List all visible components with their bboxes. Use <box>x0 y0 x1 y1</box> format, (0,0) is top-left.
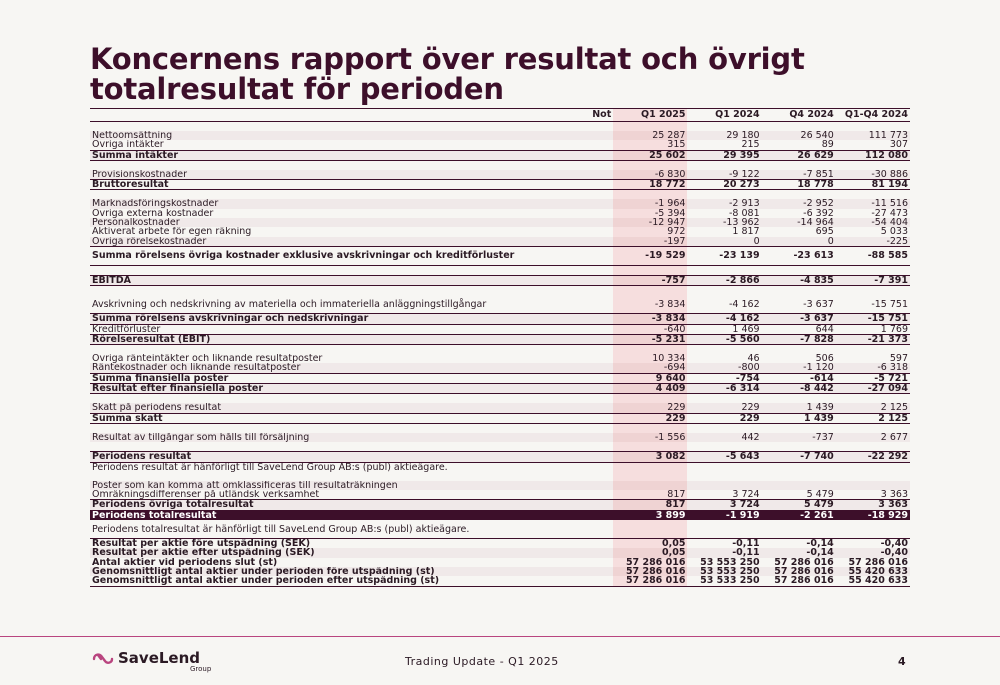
row-value: 57 286 016 <box>613 576 687 586</box>
row-value <box>836 520 910 539</box>
row-value: -18 929 <box>836 510 910 520</box>
row-value: -754 <box>687 373 761 383</box>
row-value: 46 <box>747 354 760 364</box>
row-value: 4 409 <box>613 384 687 394</box>
row-value: 20 273 <box>687 180 761 190</box>
row-value: 3 082 <box>613 452 687 462</box>
table-row <box>90 462 910 472</box>
table-row <box>90 363 910 373</box>
table-row <box>90 314 910 324</box>
row-label: Övriga intäkter <box>92 140 164 151</box>
row-value: -5 721 <box>836 373 910 383</box>
row-value: -800 <box>687 363 761 373</box>
row-value: -5 643 <box>687 452 761 462</box>
row-value: -22 292 <box>836 452 910 462</box>
row-value: 25 602 <box>613 150 687 160</box>
row-value: -1 556 <box>613 433 687 442</box>
row-label: Övriga externa kostnader <box>92 208 214 219</box>
row-label: Genomsnittligt antal aktier under perioden efter utspädning (st) <box>90 576 613 586</box>
row-value: -27 473 <box>871 208 908 219</box>
row-value: 307 <box>889 140 908 151</box>
savelend-logo <box>92 648 212 673</box>
row-value: 57 286 016 <box>848 557 908 567</box>
row-value: -5 231 <box>613 334 687 344</box>
table-row <box>90 246 910 265</box>
income-statement-table <box>90 109 910 587</box>
row-value: -2 866 <box>687 275 761 285</box>
col-header-q1-2024: Q1 2024 <box>715 109 760 120</box>
row-value: 695 <box>815 227 834 237</box>
row-value: -6 392 <box>803 208 834 219</box>
row-label: Omräkningsdifferenser på utländsk verksamhet <box>90 490 613 500</box>
row-value: 506 <box>815 354 834 364</box>
row-value: 57 286 016 <box>762 567 836 576</box>
row-value: 1 439 <box>762 413 836 423</box>
row-value: -9 122 <box>687 170 761 180</box>
row-label: Summa skatt <box>90 413 613 423</box>
row-label: Periodens totalresultat <box>90 510 613 520</box>
table-row <box>90 384 910 394</box>
row-value: 81 194 <box>836 180 910 190</box>
row-value: 2 125 <box>836 403 910 413</box>
row-value: 57 286 016 <box>613 567 687 576</box>
col-header-q1-2025: Q1 2025 <box>613 109 687 122</box>
col-header-q4-2024: Q4 2024 <box>789 109 834 120</box>
row-label: Räntekostnader och liknande resultatposter <box>90 363 613 373</box>
row-value: 1 769 <box>880 324 908 335</box>
row-value: 817 <box>613 490 687 500</box>
table-row <box>90 490 910 500</box>
row-value <box>762 520 836 539</box>
spacer-row <box>90 122 910 132</box>
row-value: 2 125 <box>836 413 910 423</box>
row-label: Övriga rörelsekostnader <box>90 237 613 247</box>
row-value: 5 033 <box>880 227 908 237</box>
row-value: 53 533 250 <box>687 576 761 586</box>
row-label: EBITDA <box>90 275 613 285</box>
table-row <box>90 373 910 383</box>
table-header-row <box>90 109 910 122</box>
row-value: -21 373 <box>836 334 910 344</box>
row-value: 5 479 <box>762 490 836 500</box>
row-value: 0 <box>762 237 836 247</box>
row-value: -54 404 <box>836 218 910 227</box>
table-row <box>90 131 910 140</box>
table-row <box>90 170 910 180</box>
row-value: -0,11 <box>687 548 761 557</box>
row-value: -694 <box>613 363 687 373</box>
footer-rule <box>0 636 1000 637</box>
spacer-row <box>90 423 910 433</box>
row-value: 0,05 <box>613 539 687 549</box>
row-value: 112 080 <box>836 150 910 160</box>
row-label: Kreditförluster <box>92 324 161 335</box>
row-value: -14 964 <box>762 218 836 227</box>
spacer-row <box>90 345 910 355</box>
row-value <box>836 462 910 472</box>
row-value: 597 <box>889 354 908 364</box>
row-value: -15 751 <box>871 298 908 310</box>
row-value: 229 <box>613 413 687 423</box>
table-row <box>90 334 910 344</box>
row-value: -4 835 <box>762 275 836 285</box>
row-value: -5 394 <box>613 209 687 218</box>
table-row <box>90 558 910 567</box>
row-label: Marknadsföringskostnader <box>90 199 613 208</box>
row-label: Bruttoresultat <box>90 180 613 190</box>
row-value: -6 318 <box>836 363 910 373</box>
row-value: 3 724 <box>687 490 761 500</box>
row-value: 26 540 <box>762 131 836 140</box>
row-value: -197 <box>613 237 687 247</box>
table-row <box>90 548 910 557</box>
table-row <box>90 403 910 413</box>
row-label: Resultat per aktie efter utspädning (SEK) <box>90 548 613 557</box>
spacer-row <box>90 160 910 170</box>
row-value: 315 <box>613 140 687 150</box>
row-label: Genomsnittligt antal aktier under perioden före utspädning (st) <box>90 567 613 576</box>
row-value <box>687 481 761 490</box>
table-row <box>90 500 910 510</box>
table-row <box>90 295 910 314</box>
row-value: -1 919 <box>687 510 761 520</box>
row-value <box>613 481 687 490</box>
row-value: 55 420 633 <box>836 576 910 586</box>
page-number: 4 <box>898 655 906 668</box>
row-value: 29 180 <box>687 131 761 140</box>
row-label: Periodens övriga totalresultat <box>90 500 613 510</box>
row-label: Resultat per aktie före utspädning (SEK) <box>90 539 613 549</box>
row-label: Periodens resultat <box>90 452 613 462</box>
row-value: -0,40 <box>836 548 910 557</box>
table-row <box>90 354 910 363</box>
row-value: -7 828 <box>762 334 836 344</box>
row-value: -3 834 <box>613 314 687 324</box>
row-value: 57 286 016 <box>762 576 836 586</box>
table-row <box>90 452 910 462</box>
row-value: 26 629 <box>762 150 836 160</box>
table-row <box>90 576 910 586</box>
row-value: 89 <box>821 140 834 151</box>
row-value: -1 120 <box>762 363 836 373</box>
row-value: 57 286 016 <box>613 558 687 567</box>
table-row <box>90 199 910 208</box>
row-value: 644 <box>815 324 834 335</box>
row-value <box>687 520 761 539</box>
row-value: -8 081 <box>728 208 760 219</box>
logo-wordmark: SaveLend <box>118 648 201 667</box>
row-value: 229 <box>613 403 687 413</box>
table-row <box>90 237 910 247</box>
col-header-not: Not <box>592 109 612 120</box>
table-row <box>90 324 910 334</box>
row-value: 5 479 <box>762 500 836 510</box>
table-body <box>90 122 910 587</box>
row-value: -8 442 <box>762 384 836 394</box>
row-value: -12 947 <box>613 218 687 227</box>
row-value <box>762 462 836 472</box>
row-label: Övriga ränteintäkter och liknande resultatposter <box>92 354 323 364</box>
row-value: 18 778 <box>762 180 836 190</box>
row-label: Provisionskostnader <box>90 170 613 180</box>
table-row <box>90 481 910 490</box>
row-value: -737 <box>762 433 836 442</box>
row-value: 442 <box>687 433 761 442</box>
row-value: -23 139 <box>687 246 761 265</box>
table-row <box>90 275 910 285</box>
row-value: 215 <box>741 140 760 151</box>
income-statement <box>90 108 910 587</box>
row-value: -7 740 <box>762 452 836 462</box>
row-value: -7 851 <box>762 170 836 180</box>
row-label: Summa finansiella poster <box>90 373 613 383</box>
row-label: Summa rörelsens övriga kostnader exklusive avskrivningar och kreditförluster <box>90 246 613 265</box>
spacer-row <box>90 442 910 452</box>
row-label: Periodens totalresultat är hänförligt till SaveLend Group AB:s (publ) aktieägare. <box>92 523 470 535</box>
row-value: 3 363 <box>836 500 910 510</box>
row-label: Avskrivning och nedskrivning av materiella och immateriella anläggningstillgångar <box>92 298 487 310</box>
table-row <box>90 567 910 576</box>
row-value: 972 <box>613 227 687 236</box>
row-value: 817 <box>613 500 687 510</box>
table-row <box>90 218 910 227</box>
row-label: Skatt på periodens resultat <box>90 403 613 413</box>
row-label: Aktiverat arbete för egen räkning <box>92 227 252 237</box>
row-value: -3 637 <box>803 298 834 310</box>
row-value: 1 469 <box>732 324 760 335</box>
row-value: -88 585 <box>836 246 910 265</box>
row-value <box>613 462 687 472</box>
table-row <box>90 510 910 520</box>
row-value: -3 637 <box>762 314 836 324</box>
row-value: 29 395 <box>687 150 761 160</box>
row-value: -0,14 <box>762 539 836 549</box>
row-value: 10 334 <box>613 354 687 363</box>
row-value: 18 772 <box>613 180 687 190</box>
row-value: -6 830 <box>613 170 687 180</box>
row-value <box>613 520 687 539</box>
row-value: 0 <box>687 237 761 247</box>
page-title: Koncernens rapport över resultat och övrigt totalresultat för perioden <box>90 42 805 106</box>
row-value: 0,05 <box>613 548 687 557</box>
row-value: -225 <box>836 237 910 247</box>
row-label: Personalkostnader <box>90 218 613 227</box>
row-value: -2 913 <box>687 199 761 208</box>
row-value: -640 <box>613 324 687 334</box>
row-value <box>762 481 836 490</box>
row-value: -23 613 <box>762 246 836 265</box>
savelend-logo-icon <box>92 650 114 666</box>
row-value: 3 363 <box>836 490 910 500</box>
col-header-full-year: Q1-Q4 2024 <box>844 109 908 120</box>
row-value: 1 817 <box>732 227 760 237</box>
row-value: 3 899 <box>613 510 687 520</box>
row-label: Poster som kan komma att omklassificeras till resultaträkningen <box>90 481 613 490</box>
row-value: -614 <box>762 373 836 383</box>
row-value <box>836 481 910 490</box>
row-value: 1 439 <box>762 403 836 413</box>
row-value: 57 286 016 <box>774 557 834 567</box>
row-value: 3 724 <box>687 500 761 510</box>
row-value: -15 751 <box>836 314 910 324</box>
table-row <box>90 140 910 150</box>
row-label: Resultat av tillgångar som hålls till försäljning <box>90 433 613 442</box>
row-value: -30 886 <box>836 170 910 180</box>
row-value <box>687 462 761 472</box>
row-value: -6 314 <box>687 384 761 394</box>
row-value: -4 162 <box>728 298 760 310</box>
row-value: -4 162 <box>687 314 761 324</box>
row-value: 111 773 <box>836 131 910 140</box>
row-value: 229 <box>687 403 761 413</box>
row-value: 2 677 <box>836 433 910 442</box>
row-value: -19 529 <box>613 246 687 265</box>
row-value: -7 391 <box>836 275 910 285</box>
table-row <box>90 520 910 539</box>
row-value: -0,40 <box>836 539 910 549</box>
row-value: -5 560 <box>687 334 761 344</box>
table-row <box>90 209 910 218</box>
table-row <box>90 227 910 236</box>
row-label: Periodens resultat är hänförligt till SaveLend Group AB:s (publ) aktieägare. <box>90 462 613 472</box>
table-row <box>90 150 910 160</box>
logo-subtext: Group <box>190 665 212 673</box>
row-value: 9 640 <box>613 373 687 383</box>
table-row <box>90 180 910 190</box>
table-row <box>90 433 910 442</box>
spacer-row <box>90 394 910 404</box>
table-row <box>90 539 910 549</box>
row-value: 53 553 250 <box>700 557 760 567</box>
table-row <box>90 413 910 423</box>
spacer-row <box>90 286 910 296</box>
row-value: -11 516 <box>836 199 910 208</box>
row-label: Summa intäkter <box>90 150 613 160</box>
row-value: -757 <box>613 275 687 285</box>
row-label: Summa rörelsens avskrivningar och nedskrivningar <box>90 314 613 324</box>
row-value: 25 287 <box>613 131 687 140</box>
row-value: 229 <box>687 413 761 423</box>
row-value: -27 094 <box>836 384 910 394</box>
row-value: -0,11 <box>687 539 761 549</box>
row-value: -1 964 <box>613 199 687 208</box>
row-label: Antal aktier vid periodens slut (st) <box>92 557 278 567</box>
row-value: -13 962 <box>687 218 761 227</box>
row-value: -0,14 <box>762 548 836 557</box>
spacer-row <box>90 190 910 200</box>
row-value: -2 952 <box>762 199 836 208</box>
row-value: 55 420 633 <box>836 567 910 576</box>
row-label: Nettoomsättning <box>90 131 613 140</box>
row-label: Resultat efter finansiella poster <box>90 384 613 394</box>
spacer-row <box>90 472 910 481</box>
spacer-row <box>90 265 910 275</box>
footer-document-title: Trading Update - Q1 2025 <box>405 655 559 668</box>
row-label: Rörelseresultat (EBIT) <box>90 334 613 344</box>
row-value: -3 834 <box>613 295 687 314</box>
row-value: 53 553 250 <box>687 567 761 576</box>
row-value: -2 261 <box>762 510 836 520</box>
